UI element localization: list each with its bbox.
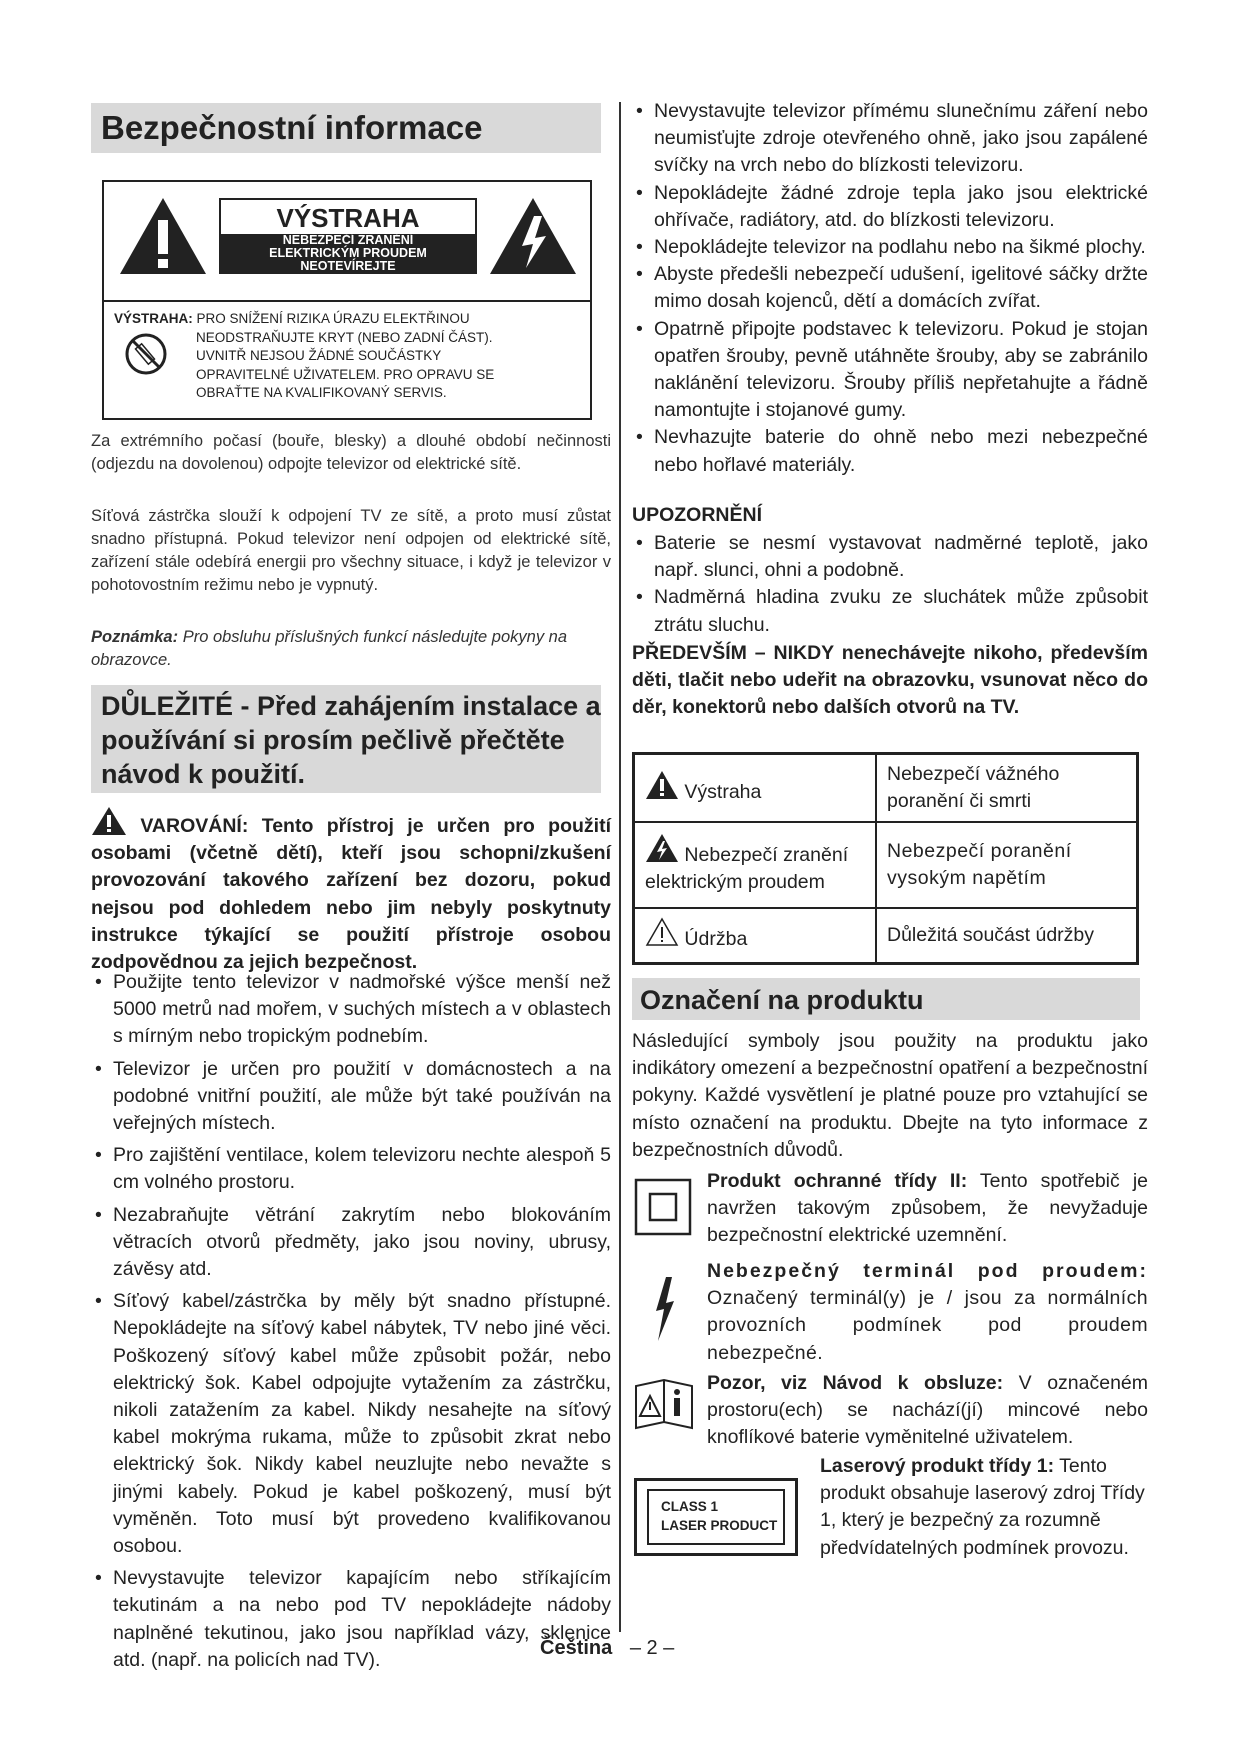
list-item: • Nevhazujte baterie do ohně nebo mezi nebezpečné nebo hořlavé materiály.: [632, 424, 1148, 478]
manual-label: Pozor, viz Návod k obsluze:: [707, 1372, 1004, 1394]
vystraha-label-box: [219, 198, 477, 274]
live-terminal-desc: Označený terminál(y) je / jsou za normálních provozních podmínek pod proudem nebezpečné.: [707, 1287, 1148, 1364]
list-item: • Nepokládejte žádné zdroje tepla jako jsou elektrické ohřívače, radiátory, atd. do blízkosti televizoru.: [632, 180, 1148, 234]
caution-list: [632, 530, 1148, 639]
warning-line: OPRAVITELNÉ UŽIVATELEM. PRO OPRAVU SE: [196, 366, 495, 382]
warning-box: [102, 180, 592, 420]
note-text: Pro obsluhu příslušných funkcí následujte pokyny na obrazovce.: [91, 628, 568, 669]
table-cell: [634, 822, 877, 908]
list-item: • Opatrně připojte podstavec k televizoru. Pokud je stojan opatřen šrouby, pevně utáhněte šrouby, aby se zabránilo naklánění televizoru. Šrouby příliš nepřetahujte a řádně namontujte i stojanové gumy.: [632, 316, 1148, 425]
table-term: Údržba: [684, 928, 748, 951]
live-terminal-label: Nebezpečný terminál pod proudem:: [707, 1260, 1148, 1282]
list-item: • Použijte tento televizor v nadmořské výšce menší než 5000 metrů nad mořem, v suchých místech a v oblastech s mírným nebo tropickým podnebím.: [91, 969, 611, 1051]
table-row: [634, 754, 1138, 822]
markings-intro: Následující symboly jsou použity na produktu jako indikátory omezení a bezpečnostní opatření a bezpečnostní pokyny. Každé vysvětlení je platné pouze pro vztahující se místo označení na produktu. Dbejte na tyto informace z bezpečnostních důvodů.: [632, 1030, 1148, 1161]
table-term: Výstraha: [684, 780, 762, 803]
class2-text: [707, 1168, 1148, 1250]
table-cell: [634, 754, 877, 822]
note-label: Poznámka:: [91, 628, 179, 646]
manual-text: [707, 1370, 1148, 1452]
see-manual-icon: [634, 1378, 694, 1430]
class-ii-double-square-icon: [634, 1178, 692, 1236]
section-title-safety: Bezpečnostní informace: [91, 103, 601, 153]
laser-label-line: CLASS 1: [661, 1499, 719, 1514]
list-item: • Abyste předešli nebezpečí udušení, igelitové sáčky držte mimo dosah kojenců, dětí a domácích zvířat.: [632, 261, 1148, 315]
lightning-triangle-icon: [645, 833, 679, 863]
laser-label: Laserový produkt třídy 1:: [820, 1455, 1055, 1477]
warning-label: VÝSTRAHA:: [114, 311, 193, 326]
left-bullet-list: [91, 969, 611, 1674]
class2-label: Produkt ochranné třídy II:: [707, 1170, 968, 1192]
note: [91, 626, 611, 672]
column-divider: [619, 102, 621, 1632]
list-item: • Nezabraňujte větrání zakrytím nebo blokováním větracích otvorů předměty, jako jsou noviny, ubrusy, závěsy atd.: [91, 1202, 611, 1284]
table-row: [634, 908, 1138, 964]
list-item: • Síťový kabel/zástrčka by měly být snadno přístupné. Nepokládejte na síťový kabel nábytek, TV nebo jiné věci. Poškozený síťový kabel může způsobit požár, nebo elektrický šok. Kabel odpojujte vytažením za zástrčku, nikoli zatažením za kabel. Nikdy nesahejte na síťový kabel mokrýma rukama, může to způsobit zkrat nebo elektrický šok. Nikdy kabel neuzlujte nebo nevažte s jinými kabely. Pokud je kabel poškozený, musí být vyměněn. Toto musí být provedeno kvalifikovanou osobou.: [91, 1288, 611, 1560]
live-terminal-text: [707, 1258, 1148, 1367]
table-cell: Nebezpečí poranění vysokým napětím: [876, 822, 1138, 908]
table-cell: Nebezpečí vážného poranění či smrti: [876, 754, 1138, 822]
class2-desc: Tento spotřebič je navržen takovým způsobem, že nevyžaduje bezpečnostní elektrické uzemnění.: [707, 1170, 1148, 1247]
paragraph-plug: Síťová zástrčka slouží k odpojení TV ze sítě, a proto musí zůstat snadno přístupná. Pokud televizor není odpojen od elektrické sítě, zařízení stále odebírá energii pro všechny situace, i když je televizor v pohotovostním režimu nebo je vypnutý.: [91, 507, 611, 594]
divider: [104, 300, 590, 302]
warning-label: VAROVÁNÍ:: [140, 815, 249, 837]
banner-line: NEOTEVÍREJTE: [300, 259, 396, 273]
list-item: • Nadměrná hladina zvuku ze sluchátek může způsobit ztrátu sluchu.: [632, 584, 1148, 638]
warning-text: [114, 310, 494, 403]
above-all-warning: PŘEDEVŠÍM – NIKDY nenechávejte nikoho, především děti, tlačit nebo udeřit na obrazovku, vsunovat něco do děr, konektorů nebo dalších otvorů na TV.: [632, 642, 1148, 719]
manual-desc: V označeném prostoru(ech) se nachází(jí) mincové nebo knoflíkové baterie vyměnitelné uživatelem.: [707, 1372, 1149, 1449]
warning-paragraph: [91, 806, 611, 976]
table-term: Nebezpečí zranění elektrickým proudem: [645, 844, 849, 893]
page-number: – 2 –: [629, 1637, 675, 1659]
section-title-markings: Označení na produktu: [632, 978, 1140, 1020]
table-cell: [634, 908, 877, 964]
list-item: • Baterie se nesmí vystavovat nadměrné teplotě, jako např. slunci, ohni a podobně.: [632, 530, 1148, 584]
list-item: • Televizor je určen pro použití v domácnostech a na podobné vnitřní použití, ale může být také používán na veřejných místech.: [91, 1056, 611, 1138]
vystraha-heading: VÝSTRAHA: [276, 203, 420, 233]
footer-language: Čeština: [540, 1637, 613, 1659]
banner-line: NEBEZPEČÍ ZRANĚNÍ: [282, 233, 414, 247]
hazard-table: [632, 752, 1139, 965]
list-item: • Nevystavujte televizor kapajícím nebo stříkajícím tekutinám a na nebo pod TV nepokládejte nádoby naplněné tekutinou, jako jsou například vázy, sklenice atd. (např. na policích nad TV).: [91, 1565, 611, 1674]
warning-triangle-icon: [91, 806, 127, 836]
warning-line: PRO SNÍŽENÍ RIZIKA ÚRAZU ELEKTŘINOU: [196, 311, 470, 326]
laser-text: [820, 1453, 1148, 1562]
warning-line: NEODSTRAŇUJTE KRYT (NEBO ZADNÍ ČÁST).: [196, 329, 493, 345]
laser-desc: Tento produkt obsahuje laserový zdroj Třídy 1, který je bezpečný za rozumně předvídatelných podmínek provozu.: [820, 1455, 1145, 1559]
table-cell: Důležitá součást údržby: [876, 908, 1138, 964]
warning-line: UVNITŘ NEJSOU ŽÁDNÉ SOUČÁSTKY: [196, 348, 442, 363]
laser-label-inner: [647, 1489, 785, 1545]
warning-text: Tento přístroj je určen pro použití osobami (včetně dětí), kteří jsou schopni/zkušení provozování takového zařízení bez dozoru, pokud nejsou pod dohledem nebo jim nebyly poskytnuty instrukce týkající se použití přístroje osobou zodpovědnou za jejich bezpečnost.: [91, 815, 611, 974]
banner-line: ELEKTRICKÝM PROUDEM: [269, 246, 427, 260]
paragraph-weather: Za extrémního počasí (bouře, blesky) a dlouhé období nečinnosti (odjezdu na dovolenou) odpojte televizor od elektrické sítě.: [91, 432, 611, 473]
section-title-important: DŮLEŽITÉ - Před zahájením instalace a používání si prosím pečlivě přečtěte návod k použití.: [91, 685, 601, 793]
page-footer: [540, 1637, 674, 1660]
list-item: • Nepokládejte televizor na podlahu nebo na šikmé plochy.: [632, 234, 1148, 261]
lightning-triangle-icon: [488, 196, 578, 276]
warning-triangle-icon: [118, 196, 208, 276]
list-item: • Pro zajištění ventilace, kolem televizoru nechte alespoň 5 cm volného prostoru.: [91, 1142, 611, 1196]
list-item: • Nevystavujte televizor přímému slunečnímu záření nebo neumisťujte zdroje otevřeného ohně, jako jsou zapálené svíčky na vrch nebo do blízkosti televizoru.: [632, 98, 1148, 180]
laser-label-line: LASER PRODUCT: [661, 1518, 778, 1533]
right-bullet-list: [632, 98, 1148, 479]
caution-heading: UPOZORNĚNÍ: [632, 504, 763, 526]
table-row: [634, 822, 1138, 908]
warning-line: OBRAŤTE NA KVALIFIKOVANÝ SERVIS.: [196, 385, 447, 400]
vystraha-banner: [221, 234, 475, 272]
warning-triangle-icon: [645, 770, 679, 800]
caution-triangle-outline-icon: [645, 917, 679, 947]
lightning-bolt-icon: [650, 1275, 680, 1345]
laser-product-label: [634, 1478, 798, 1556]
